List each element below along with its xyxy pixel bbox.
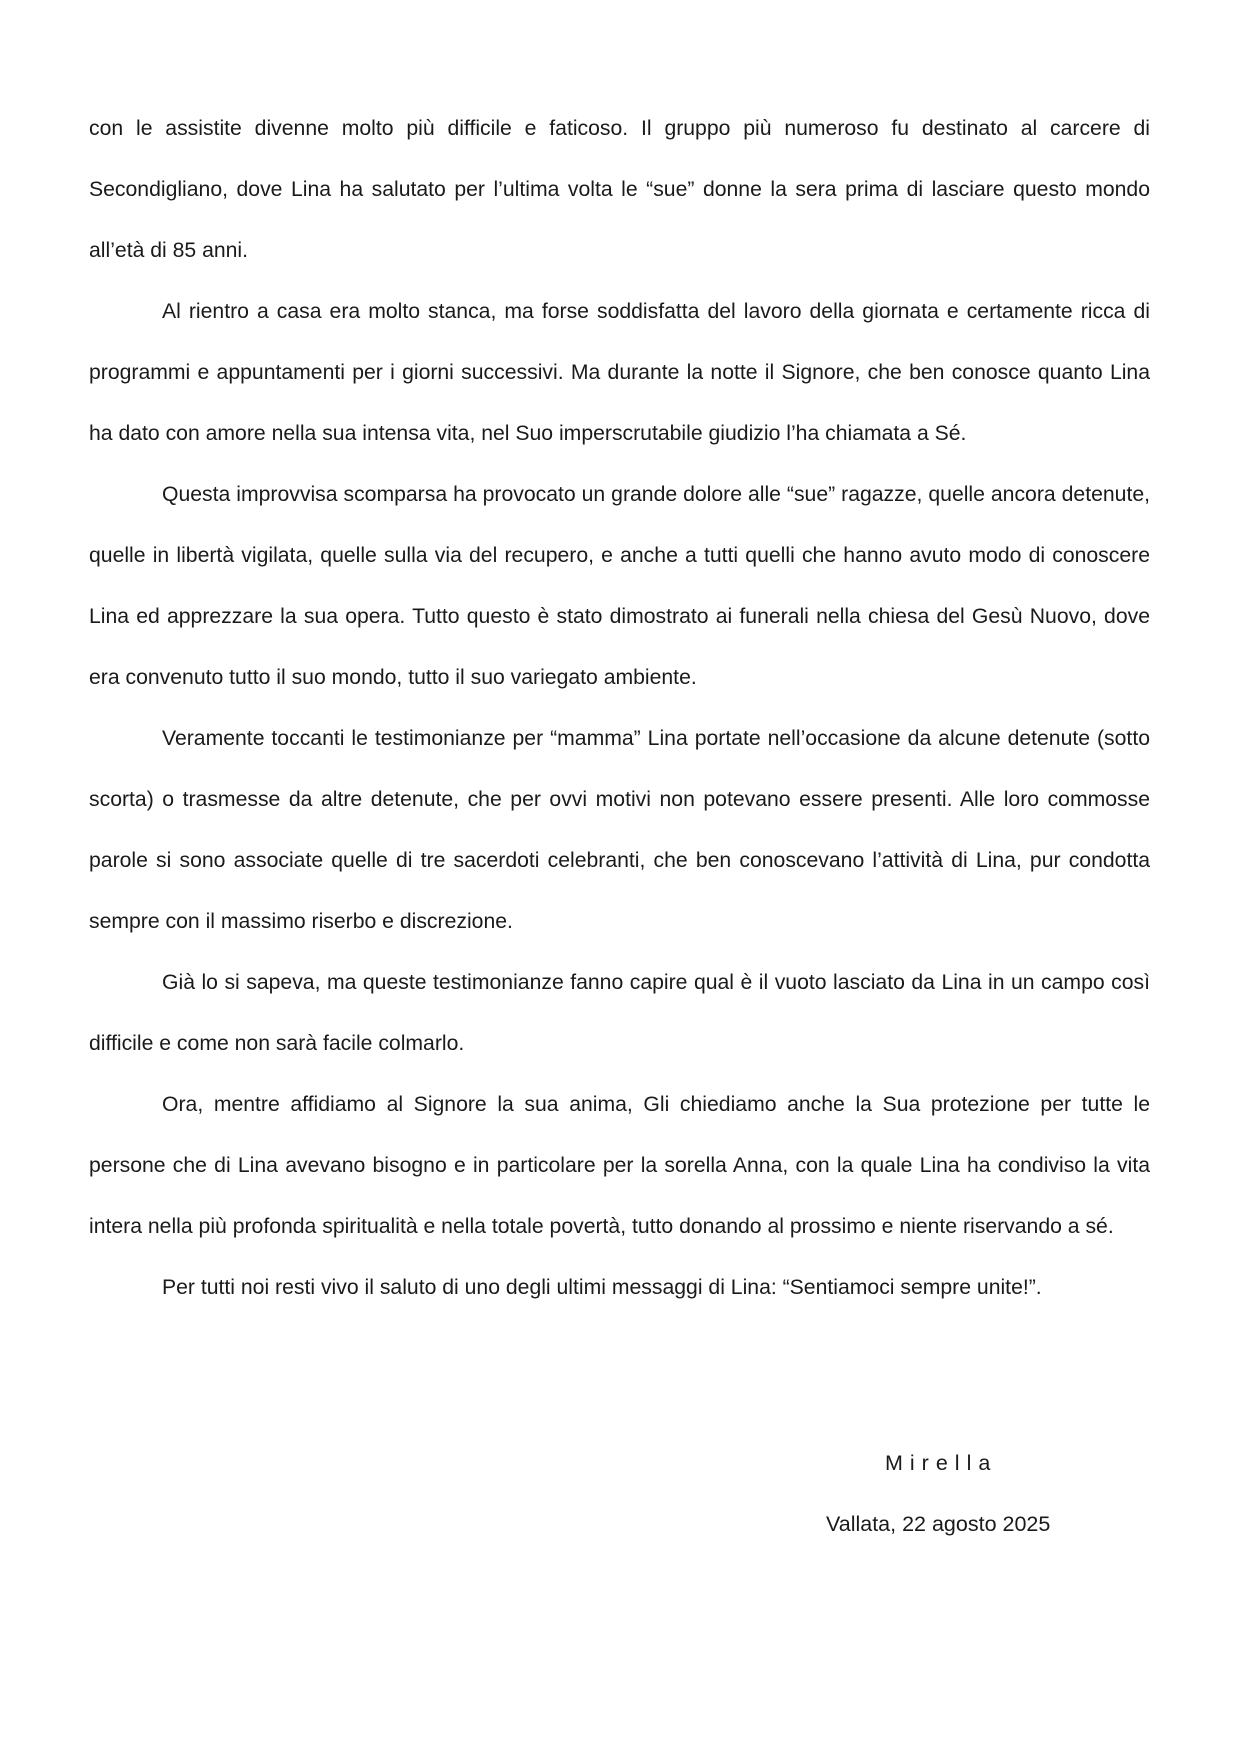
paragraph-continuation: con le assistite divenne molto più difficile e faticoso. Il gruppo più numeroso fu destinato al carcere di Secondigliano, dove Lina ha salutato per l’ultima volta le “sue” donne la sera prima di lasciare questo mondo all’età di 85 anni. <box>89 117 1150 262</box>
paragraph-testimonies: Veramente toccanti le testimonianze per “mamma” Lina portate nell’occasione da alcune detenute (sotto scorta) o trasmesse da altre detenute, che per ovvi motivi non potevano essere presenti. Alle loro commosse parole si sono associate quelle di tre sacerdoti celebranti, che ben conoscevano l’attività di Lina, pur condotta sempre con il massimo riserbo e discrezione. <box>89 727 1150 933</box>
paragraph-final-greeting: Per tutti noi resti vivo il saluto di uno degli ultimi messaggi di Lina: “Sentiamoci sempre unite!”. <box>162 1276 1042 1299</box>
paragraph-return-home: Al rientro a casa era molto stanca, ma forse soddisfatta del lavoro della giornata e certamente ricca di programmi e appuntamenti per i giorni successivi. Ma durante la notte il Signore, che ben conosce quanto Lina ha dato con amore nella sua intensa vita, nel Suo imperscrutabile giudizio l’ha chiamata a Sé. <box>89 300 1150 445</box>
paragraph-prayer: Ora, mentre affidiamo al Signore la sua anima, Gli chiediamo anche la Sua protezione per tutte le persone che di Lina avevano bisogno e in particolare per la sorella Anna, con la quale Lina ha condiviso la vita intera nella più profonda spiritualità e nella totale povertà, tutto donando al prossimo e niente riservando a sé. <box>89 1093 1150 1238</box>
signature: Mirella <box>885 1451 998 1475</box>
letter-body <box>89 98 1150 1318</box>
paragraph-void-left: Già lo si sapeva, ma queste testimonianze fanno capire qual è il vuoto lasciato da Lina in un campo così difficile e come non sarà facile colmarlo. <box>89 971 1150 1055</box>
place-and-date: Vallata, 22 agosto 2025 <box>826 1512 1051 1536</box>
paragraph-sudden-loss: Questa improvvisa scomparsa ha provocato un grande dolore alle “sue” ragazze, quelle ancora detenute, quelle in libertà vigilata, quelle sulla via del recupero, e anche a tutti quelli che hanno avuto modo di conoscere Lina ed apprezzare la sua opera. Tutto questo è stato dimostrato ai funerali nella chiesa del Gesù Nuovo, dove era convenuto tutto il suo mondo, tutto il suo variegato ambiente. <box>89 483 1150 689</box>
